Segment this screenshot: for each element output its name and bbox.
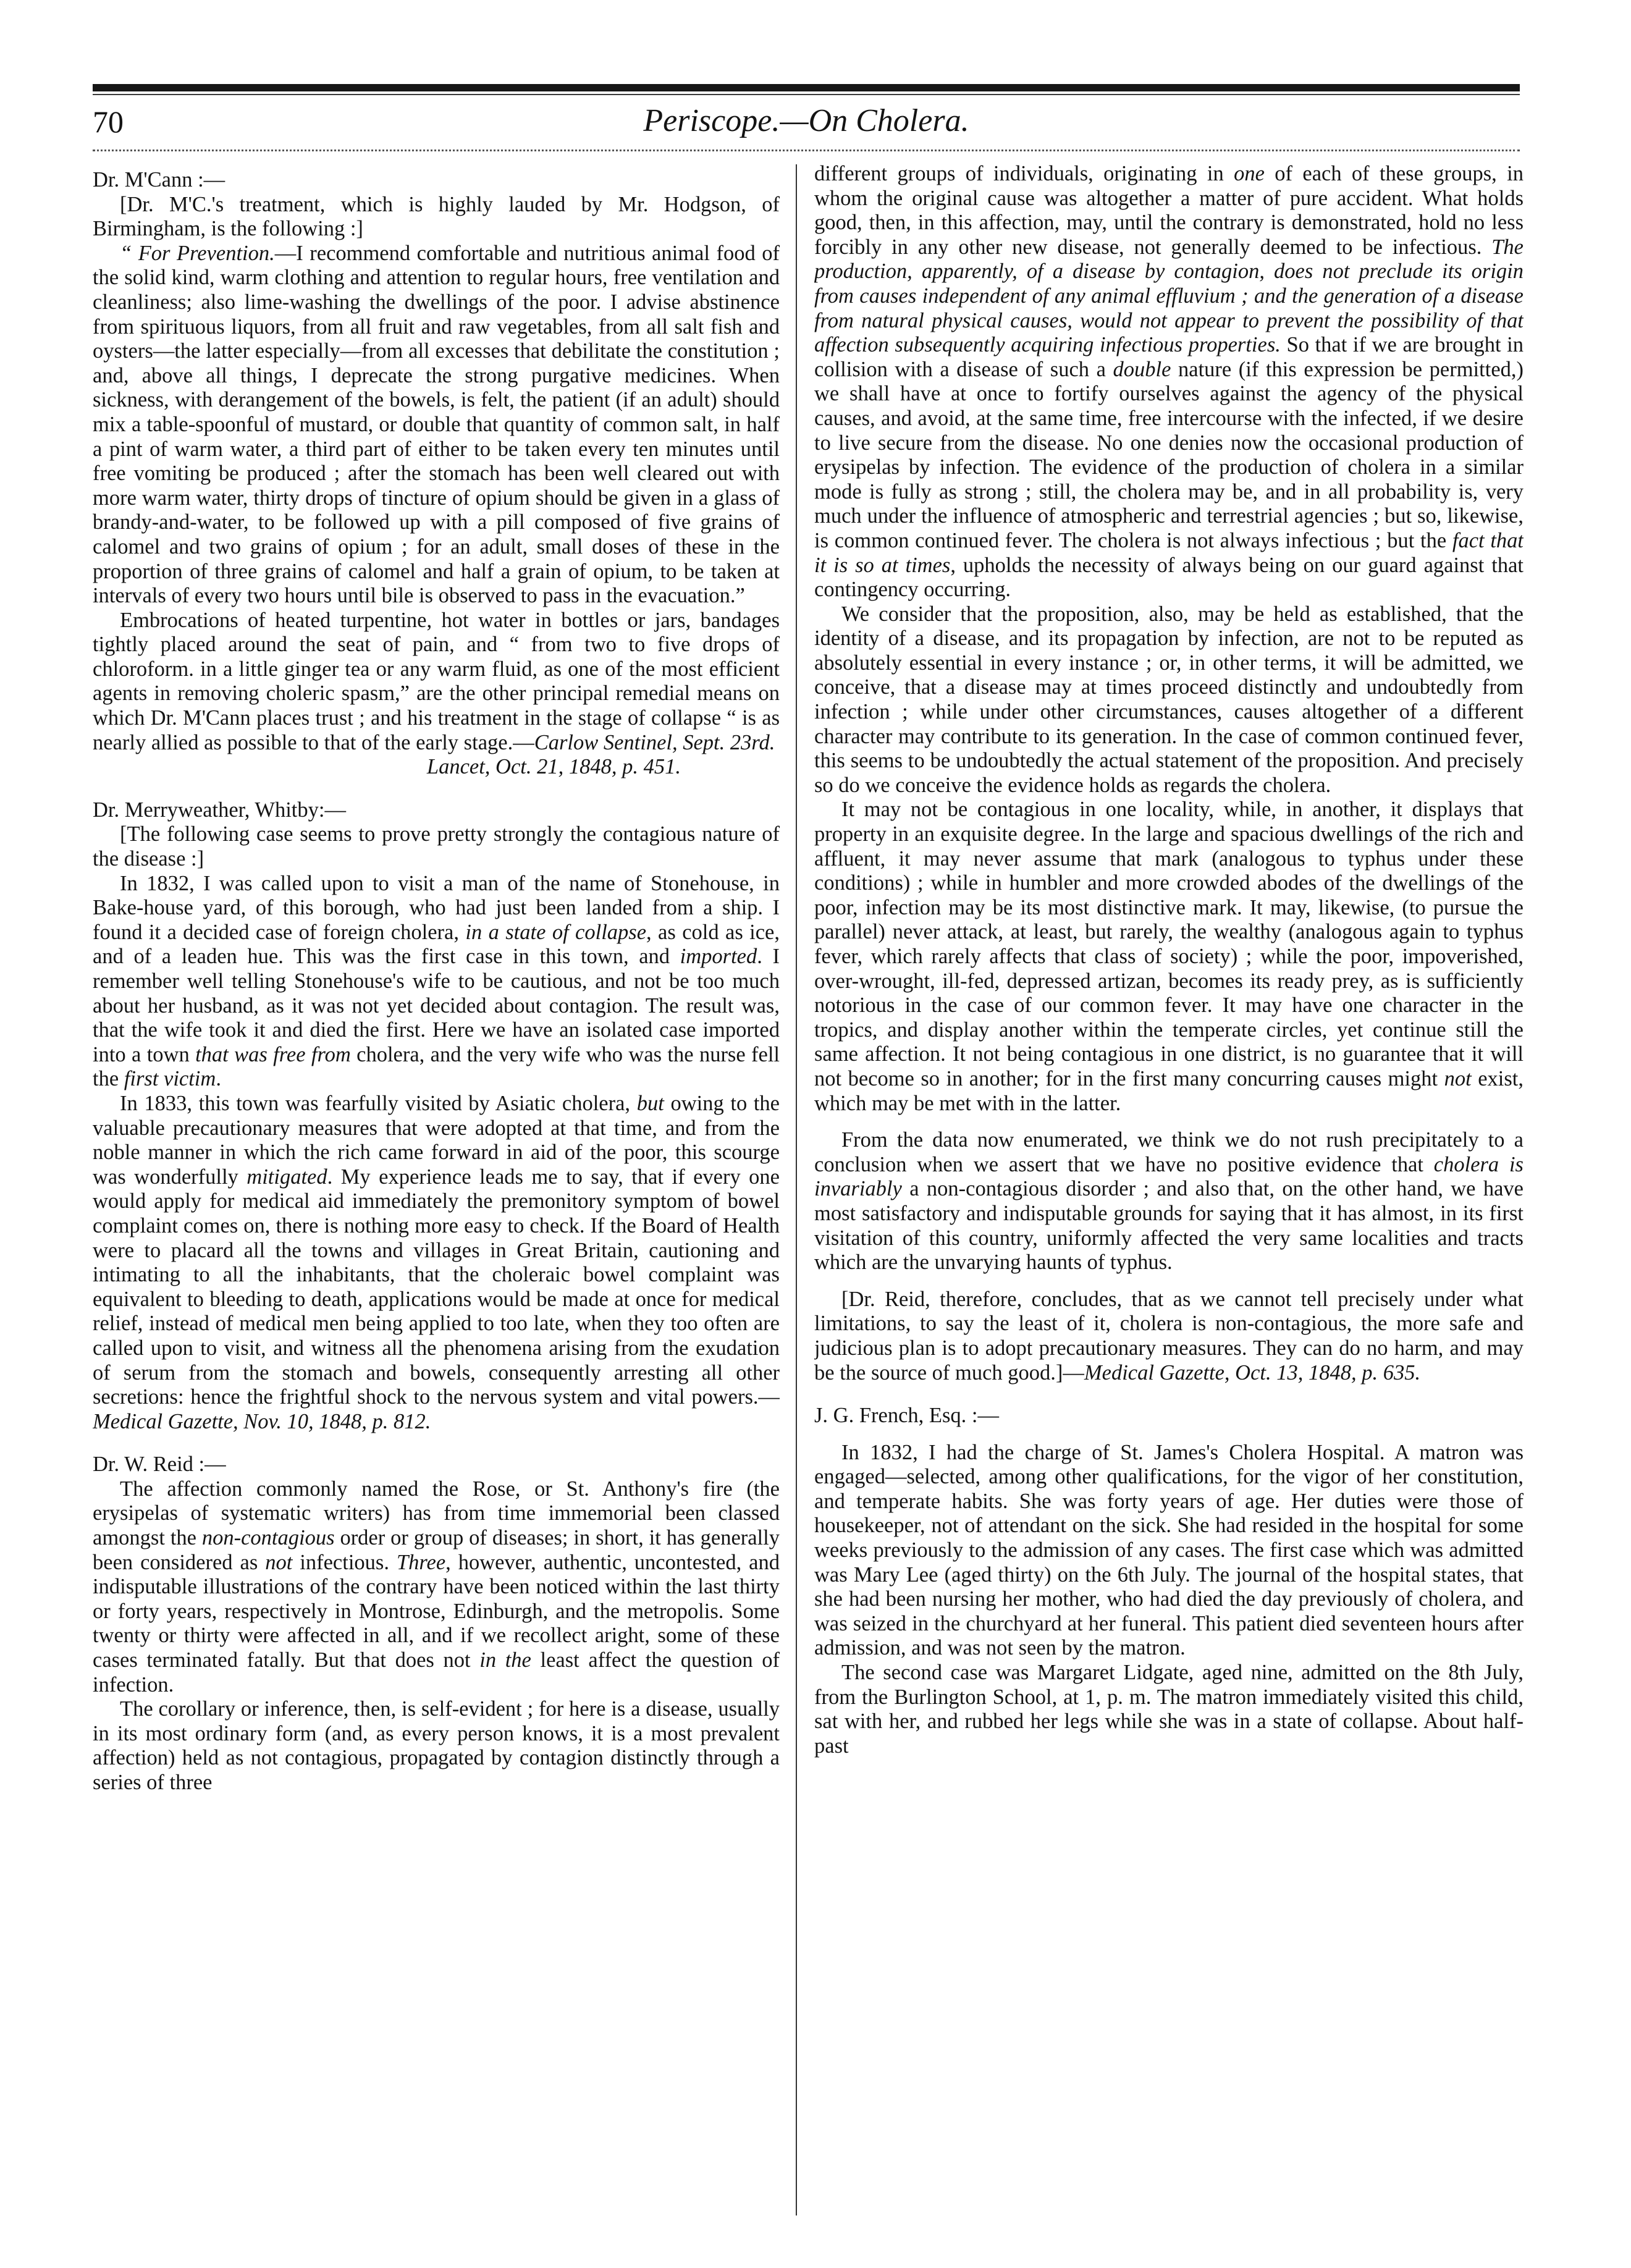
source-citation: Medical Gazette, Nov. 10, 1848, p. 812.	[93, 1409, 431, 1433]
embrocations-text: Embrocations of heated turpentine, hot water in bottles or jars, bandages tightly placed around the seat of pain, and “ from two to five drops of chloroform. in a little ginger tea or any warm fluid, as one of the most efficient agents in removing choleric spasm,” are the other principal remedial means on which Dr. M'Cann places trust ; and his treatment in the stage of collapse “ is as nearly allied as possible to that of the early stage.—	[93, 608, 780, 754]
column-divider	[796, 164, 797, 2215]
french-paragraph-1: In 1832, I had the charge of St. James's Cholera Hospital. A matron was engaged—selected, among other qualifications, for the vigor of her constitution, and temperate habits. She was forty years of age. Her duties were those of housekeeper, not of attendant on the sick. She had resided in the hospital for some weeks previously to the admission of any cases. The first case which was admitted was Mary Lee (aged thirty) on the 6th July. The journal of the hospital states, that she had been nursing her mother, who had died the day previously of cholera, and was seized in the churchyard at her funeral. This patient died seventeen hours after admission, and was not seen by the matron.	[814, 1440, 1524, 1660]
text-run: So that if we are brought in collision with a disease of such a	[814, 333, 1524, 381]
text-run: , however, authentic, uncontested, and indisputable illustrations of the contrary have been noticed within the last thirty or forty years, respectively in Montrose, Edinburgh, and the metropolis. Some twenty or thirty were affected in all, and if we recollect aright, some of these cases terminated fatally. But that does not	[93, 1550, 780, 1672]
reid-proposition-paragraph: We consider that the proposition, also, may be held as established, that the identity of a disease, and its propagation by infection, are not to be reputed as absolutely essential in every instance ; or, in other terms, it will be admitted, we conceive, that a disease may at times proceed distinctly and undoubtedly from infection ; while under other circumstances, causes altogether of a different character may contribute to its generation. In the case of common continued fever, this seems to be undoubtedly the actual statement of the proposition. And precisely so do we conceive the evidence holds as regards the cholera.	[814, 602, 1524, 797]
text-run: owing to the valuable precautionary measures that were adopted at that time, and from the noble manner in which the rich came forward in aid of the poor, this scourge was wonderfully	[93, 1091, 780, 1189]
text-run: In 1832, I was called upon to visit a man of the name of Stonehouse, in Bake-house yard, of this borough, who had just been landed from a ship. I found it a decided case of foreign cholera,	[93, 871, 780, 944]
italic-run: The production, apparently, of a disease by contagion, does not preclude its origin from causes independent of any animal effluvium ; and the generation of a disease from natural physical causes, would not appear to prevent the possibility of that affection subsequently acquiring infectious properties.	[814, 235, 1524, 357]
merryweather-paragraph-1	[93, 872, 780, 1092]
reid-paragraph-1	[93, 1477, 780, 1697]
text-run: , upholds the necessity of always being on our guard against that contingency occurring.	[814, 553, 1524, 602]
left-column	[93, 162, 780, 2219]
text-run: . My experience leads me to say, that if every one would apply for medical aid immediately the premonitory symptom of bowel complaint comes on, there is nothing more easy to check. If the Board of Health were to placard all the towns and villages in Great Britain, cautioning and intimating to all the inhabitants, that the choleraic bowel complaint was equivalent to bleeding to death, applications would be made at once for medical relief, instead of medical men being applied to too late, when they too often are called upon to visit, and witness all the phenomena arising from the exudation of serum from the stomach and bowels, consequently arresting all other secretions: hence the frightful shock to the nervous system and vital powers.—	[93, 1165, 780, 1409]
section-heading-french: J. G. French, Esq. :—	[814, 1404, 999, 1428]
source-citation: Medical Gazette, Oct. 13, 1848, p. 635.	[1084, 1360, 1421, 1385]
text-run: .	[216, 1067, 221, 1091]
reid-locality-paragraph	[814, 798, 1524, 1116]
section-heading-reid: Dr. W. Reid :—	[93, 1452, 226, 1477]
italic-run: double	[1113, 357, 1171, 381]
italic-run: but	[636, 1091, 664, 1115]
text-run: The affection commonly named the Rose, or St. Anthony's fire (the erysipelas of systematic writers) has from time immemorial been classed amongst the	[93, 1477, 780, 1550]
reid-continued-paragraph	[814, 162, 1524, 602]
italic-run: fact that it is so at times	[814, 528, 1524, 577]
merryweather-intro: [The following case seems to prove pretty strongly the contagious nature of the disease :]	[93, 822, 780, 871]
italic-run: non-contagious	[201, 1526, 335, 1550]
top-rule-thin	[93, 94, 1520, 95]
text-run: , as cold as ice, and of a leaden hue. This was the first case in this town, and	[93, 920, 780, 969]
text-run: exist, which may be met with in the latter.	[814, 1066, 1524, 1115]
mccann-prevention	[93, 242, 780, 609]
mccann-embrocations	[93, 609, 780, 756]
reid-data-paragraph	[814, 1128, 1524, 1275]
text-run: least affect the question of infection.	[93, 1648, 780, 1697]
page-number: 70	[93, 104, 124, 139]
italic-run: in a state of collapse	[465, 920, 647, 944]
text-run: . I remember well telling Stonehouse's wife to be cautious, and not be too much about her husband, as it was not yet decided about contagion. The result was, that the wife took it and died the first. Here we have an isolated case imported into a town	[93, 945, 780, 1066]
merryweather-paragraph-2	[93, 1092, 780, 1434]
right-column	[814, 162, 1524, 2219]
italic-run: cholera is invariably	[814, 1152, 1524, 1201]
mccann-intro: [Dr. M'C.'s treatment, which is highly lauded by Mr. Hodgson, of Birmingham, is the following :]	[93, 192, 780, 241]
prevention-label: “ For Prevention.	[120, 241, 275, 265]
italic-run: mitigated	[247, 1165, 327, 1189]
french-paragraph-2: The second case was Margaret Lidgate, aged nine, admitted on the 8th July, from the Burlington School, at 1, p. m. The matron immediately visited this child, sat with her, and rubbed her legs while she was in a state of collapse. About half-past	[814, 1661, 1524, 1758]
italic-run: in the	[479, 1648, 531, 1672]
text-run: infectious.	[292, 1550, 397, 1574]
text-run: different groups of individuals, originating in	[814, 162, 1234, 185]
text-run: of each of these groups, in whom the original cause was altogether a matter of pure accident. What holds good, then, in this affection, may, until the contrary is demonstrated, hold no less forcibly in any other new disease, not generally deemed to be infectious.	[814, 162, 1524, 259]
embrocations-source: Carlow Sentinel, Sept. 23rd.	[534, 730, 775, 754]
text-run: It may not be contagious in one locality, while, in another, it displays that property in an exquisite degree. In the large and spacious dwellings of the rich and affluent, it may never assume that mark (analogous to typhus under these conditions) ; while in humbler and more crowded abodes of the dwellings of the poor, infection may be its most distinctive mark. It may, likewise, (to pursue the parallel) never attack, at least, but rarely, the wealthy (analogous again to typhus fever, which rarely affects that class of society) ; while the poor, impoverished, over-wrought, ill-fed, depressed artizan, becomes its ready prey, as is sufficiently notorious in the case of our common fever. It may have one character in the tropics, and display another within the temperate circles, yet continue still the same affection. It not being contagious in one district, is no guarantee that it will not become so in another; for in the first many concurring causes might	[814, 798, 1524, 1090]
mccann-citation: Lancet, Oct. 21, 1848, p. 451.	[426, 755, 681, 779]
page-header	[93, 99, 1520, 146]
section-heading-merryweather: Dr. Merryweather, Whitby:—	[93, 798, 346, 822]
italic-run: not	[1444, 1066, 1472, 1090]
italic-run: one	[1234, 162, 1265, 185]
italic-run: that was free from	[195, 1042, 351, 1066]
text-run: [Dr. Reid, therefore, concludes, that as we cannot tell precisely under what limitations, to say the least of it, cholera is non-contagious, the more safe and judicious plan is to adopt precautionary measures. They can do no harm, and may be the source of much good.]—	[814, 1287, 1524, 1385]
text-run: From the data now enumerated, we think we do not rush precipitately to a conclusion when we assert that we have no positive evidence that	[814, 1128, 1524, 1176]
prevention-text: —I recommend comfortable and nutritious animal food of the solid kind, warm clothing and attention to regular hours, free ventilation and cleanliness; also lime-washing the dwellings of the poor. I advise abstinence from spirituous liquors, from all fruit and raw vegetables, from all salt fish and oysters—the latter especially—from all excesses that debilitate the constitution ; and, above all things, I deprecate the strong purgative medicines. When sickness, with derangement of the bowels, is felt, the patient (if an adult) should mix a table-spoonful of mustard, or double that quantity of common salt, in half a pint of warm water, a third part of either to be taken every ten minutes until free vomiting be produced ; after the stomach has been well cleared out with more warm water, thirty drops of tincture of opium should be given in a glass of brandy-and-water, to be followed up with a pill composed of five grains of calomel and two grains of opium ; for an adult, small doses of these in the proportion of three grains of calomel and half a grain of opium, to be taken at intervals of every two hours until bile is observed to pass in the evacuation.”	[93, 241, 780, 608]
italic-run: not	[265, 1550, 293, 1574]
italic-run: Three	[396, 1550, 446, 1574]
text-run: cholera, and the very wife who was the nurse fell the	[93, 1042, 780, 1091]
text-run: order or group of diseases; in short, it has generally been considered as	[93, 1526, 780, 1574]
header-rule	[93, 150, 1520, 151]
reid-paragraph-2: The corollary or inference, then, is self-evident ; for here is a disease, usually in its most ordinary form (and, as every person knows, it is a most prevalent affection) held as not contagious, propagated by contagion distinctly through a series of three	[93, 1697, 780, 1794]
text-run: a non-contagious disorder ; and also that, on the other hand, we have most satisfactory and indisputable grounds for saying that it has almost, in its first visitation of this country, uniformly affected the very same localities and tracts which are the unvarying haunts of typhus.	[814, 1177, 1524, 1275]
text-run: nature (if this expression be permitted,) we shall have at once to fortify ourselves against the agency of the physical causes, and avoid, at the same time, free intercourse with the infected, if we desire to live secure from the disease. No one denies now the occasional production of erysipelas by infection. The evidence of the production of cholera in a similar mode is fully as strong ; still, the cholera may be, and in all probability is, very much under the influence of atmospheric and terrestrial agencies ; but so, likewise, is common continued fever. The cholera is not always infectious ; but the	[814, 357, 1524, 552]
text-run: In 1833, this town was fearfully visited by Asiatic cholera,	[120, 1091, 637, 1115]
reid-conclusion-paragraph	[814, 1288, 1524, 1385]
top-rule	[93, 84, 1520, 91]
running-title: Periscope.—On Cholera.	[643, 103, 969, 138]
italic-run: first victim	[124, 1067, 216, 1091]
italic-run: imported	[680, 945, 757, 969]
section-heading-mccann: Dr. M'Cann :—	[93, 168, 225, 192]
